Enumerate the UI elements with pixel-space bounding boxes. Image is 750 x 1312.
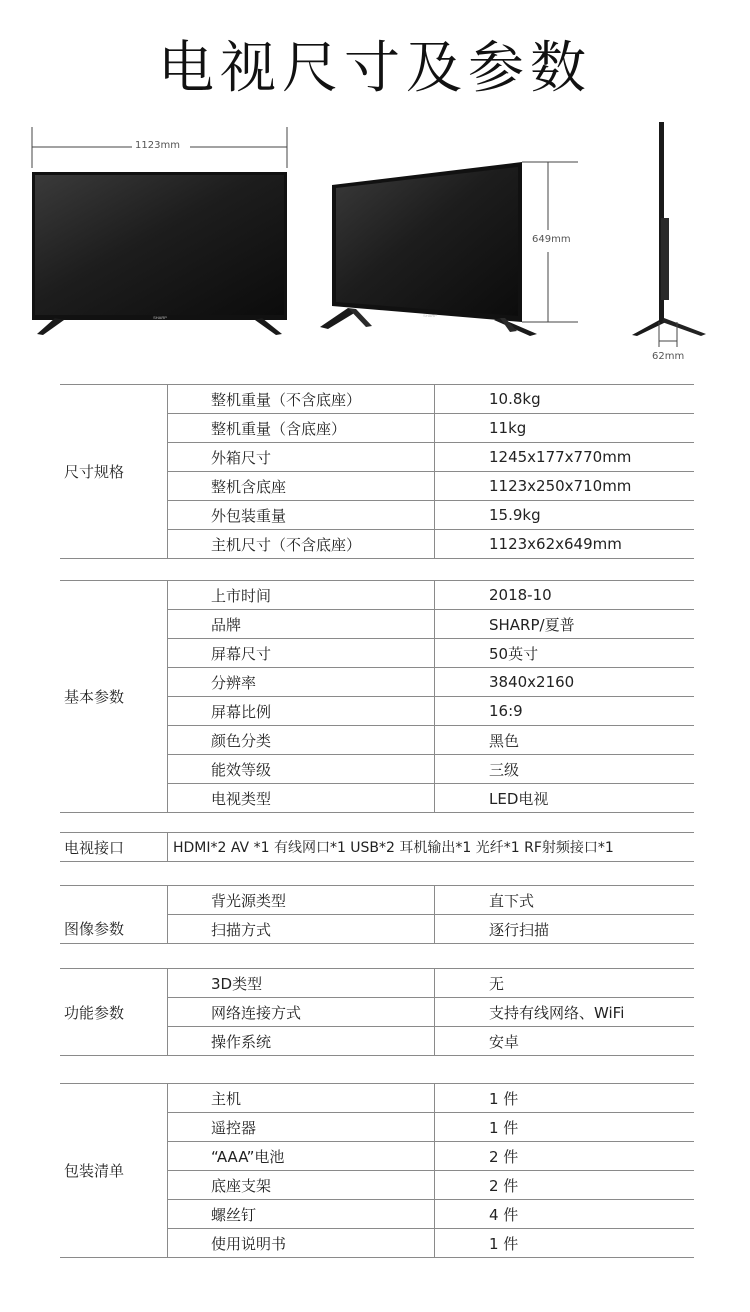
spec-value: 2018-10 [435, 581, 695, 610]
spec-label: 整机含底座 [168, 472, 435, 501]
spec-label: 3D类型 [168, 969, 435, 998]
spec-label: 品牌 [168, 610, 435, 639]
spec-label: 背光源类型 [168, 886, 435, 915]
brand-logo: SHARP [153, 315, 167, 320]
spec-table-image [60, 885, 694, 944]
tv-illustrations [0, 0, 750, 370]
table-row [60, 886, 694, 915]
spec-label: 螺丝钉 [168, 1200, 435, 1229]
spec-value: 逐行扫描 [435, 915, 695, 944]
category-label: 尺寸规格 [60, 385, 168, 559]
spec-value: SHARP/夏普 [435, 610, 695, 639]
spec-label: 屏幕比例 [168, 697, 435, 726]
category-label: 包装清单 [60, 1084, 168, 1258]
spec-label: 分辨率 [168, 668, 435, 697]
table-row [60, 833, 694, 862]
spec-value: 1 件 [435, 1229, 695, 1258]
tv-side-view [632, 122, 706, 336]
spec-value: 支持有线网络、WiFi [435, 998, 695, 1027]
spec-table-package [60, 1083, 694, 1258]
spec-label: 主机尺寸（不含底座） [168, 530, 435, 559]
table-row [60, 385, 694, 414]
spec-label: 颜色分类 [168, 726, 435, 755]
spec-label: 能效等级 [168, 755, 435, 784]
spec-label: 上市时间 [168, 581, 435, 610]
spec-value: LED电视 [435, 784, 695, 813]
spec-value: 2 件 [435, 1171, 695, 1200]
spec-label: 整机重量（含底座） [168, 414, 435, 443]
category-label: 电视接口 [60, 833, 168, 862]
spec-value: 1123x250x710mm [435, 472, 695, 501]
spec-label: 主机 [168, 1084, 435, 1113]
spec-value: 黑色 [435, 726, 695, 755]
spec-value: 1123x62x649mm [435, 530, 695, 559]
spec-value: 安卓 [435, 1027, 695, 1056]
spec-value: 11kg [435, 414, 695, 443]
svg-text:SHARP: SHARP [423, 313, 437, 318]
spec-label: “AAA”电池 [168, 1142, 435, 1171]
spec-label: 底座支架 [168, 1171, 435, 1200]
spec-value: 15.9kg [435, 501, 695, 530]
spec-table-size [60, 384, 694, 559]
spec-table-function [60, 968, 694, 1056]
category-label: 图像参数 [60, 886, 168, 944]
spec-value: 10.8kg [435, 385, 695, 414]
spec-label: 网络连接方式 [168, 998, 435, 1027]
spec-value: 1 件 [435, 1113, 695, 1142]
spec-value: 16:9 [435, 697, 695, 726]
table-row [60, 1084, 694, 1113]
spec-value: 2 件 [435, 1142, 695, 1171]
tv-perspective-view [320, 162, 537, 336]
spec-value: 50英寸 [435, 639, 695, 668]
spec-label: 使用说明书 [168, 1229, 435, 1258]
spec-label: 外包装重量 [168, 501, 435, 530]
spec-label: 电视类型 [168, 784, 435, 813]
spec-label: 外箱尺寸 [168, 443, 435, 472]
table-row [60, 581, 694, 610]
depth-label: 62mm [652, 351, 685, 362]
spec-label: 操作系统 [168, 1027, 435, 1056]
spec-value: 1 件 [435, 1084, 695, 1113]
spec-value: 无 [435, 969, 695, 998]
height-label: 649mm [532, 234, 571, 245]
spec-table-basic [60, 580, 694, 813]
width-label: 1123mm [135, 140, 180, 151]
spec-label: 遥控器 [168, 1113, 435, 1142]
spec-value: 4 件 [435, 1200, 695, 1229]
page-title: 电视尺寸及参数 [158, 36, 592, 101]
spec-table-interfaces [60, 832, 694, 862]
spec-value: 3840x2160 [435, 668, 695, 697]
table-row [60, 969, 694, 998]
spec-label: 整机重量（不含底座） [168, 385, 435, 414]
tv-front-view [32, 172, 287, 335]
spec-value: HDMI*2 AV *1 有线网口*1 USB*2 耳机输出*1 光纤*1 RF射频接口*1 [168, 833, 695, 862]
spec-value: 三级 [435, 755, 695, 784]
spec-value: 1245x177x770mm [435, 443, 695, 472]
spec-label: 屏幕尺寸 [168, 639, 435, 668]
category-label: 基本参数 [60, 581, 168, 813]
spec-value: 直下式 [435, 886, 695, 915]
category-label: 功能参数 [60, 969, 168, 1056]
spec-label: 扫描方式 [168, 915, 435, 944]
